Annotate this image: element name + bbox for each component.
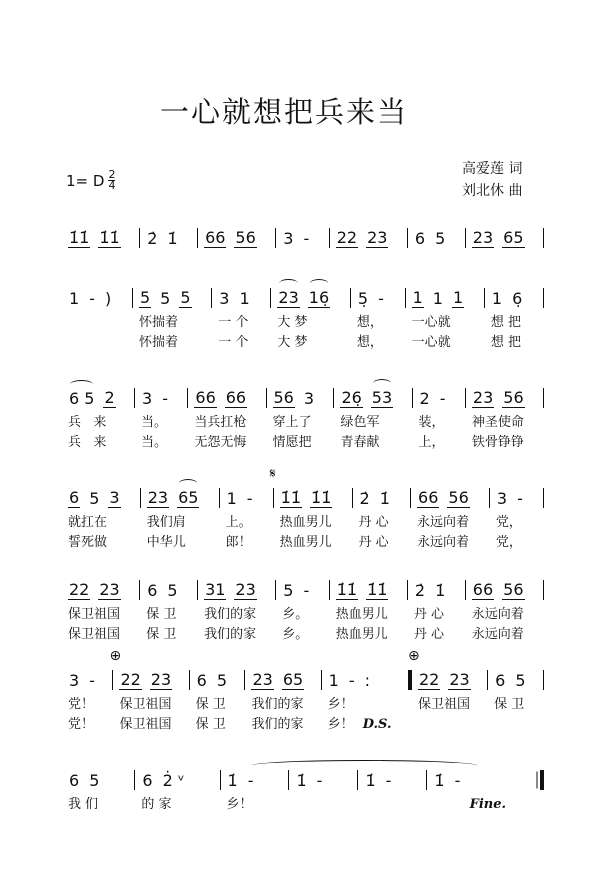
note-group-line	[282, 578, 310, 600]
song-title: 一心就想把兵来当	[160, 95, 409, 129]
lyric-verse-1: 我们肩	[146, 515, 186, 530]
lyric-verse-1: 兵 来	[68, 415, 107, 430]
note: 1̇1̇	[69, 228, 90, 247]
note-group-line	[226, 486, 254, 508]
measure	[408, 226, 465, 248]
measure	[62, 386, 134, 453]
measure	[330, 226, 407, 248]
lyric-verse-1: 穿上了	[272, 415, 312, 430]
lyric-verse-2: 丹 心	[358, 535, 389, 550]
lyric-verse-2: 永远向着	[471, 627, 524, 642]
note: 23	[235, 580, 256, 599]
note-group-line	[336, 578, 389, 600]
measure	[188, 386, 265, 453]
lyric-verse-1: 党，	[495, 515, 522, 530]
note: 65	[178, 488, 199, 507]
note-group-line	[146, 226, 178, 248]
note: 23	[367, 228, 388, 247]
lyric-verse-1: 保卫祖国	[417, 697, 470, 712]
lyric-verse-2: 党！	[68, 717, 95, 732]
lyric-verse-1: 保卫祖国	[119, 697, 172, 712]
lyric-verse-1: 热血男儿	[335, 607, 388, 622]
measure	[109, 648, 188, 735]
measure	[271, 286, 349, 353]
lyric-verse-1: 保 卫	[195, 697, 226, 712]
note: 5	[515, 671, 526, 690]
score-row	[62, 578, 544, 645]
measure	[135, 768, 219, 815]
note: -	[246, 489, 253, 508]
lyric-verse-2: 想 把	[490, 335, 522, 350]
note: -	[316, 771, 323, 790]
note: 65	[282, 670, 304, 689]
lyric-verse-1: 大 梦	[277, 315, 308, 330]
note: 66	[418, 488, 439, 507]
note-group-line	[68, 386, 116, 408]
note: 5	[89, 489, 100, 508]
lyric-verse-2: 当。	[141, 435, 168, 450]
note: 26̣	[341, 388, 362, 407]
note: 65	[503, 228, 524, 247]
note-group-line	[364, 768, 392, 790]
measure	[466, 226, 543, 248]
lyric-verse-1: 乡！	[226, 797, 253, 812]
lyric-verse-2: 保 卫	[146, 627, 177, 642]
note-group-line	[494, 668, 526, 690]
note: 3	[69, 671, 80, 690]
note-group-line	[472, 578, 525, 600]
barline	[543, 288, 544, 308]
time-signature	[108, 170, 115, 191]
note: 3	[109, 488, 120, 507]
lyric-verse-1	[433, 795, 506, 815]
note: 56	[448, 488, 469, 507]
lyric-verse-2: 兵 来	[68, 435, 107, 450]
measure	[220, 486, 273, 553]
lyric-verse-2: 乡。	[282, 627, 309, 642]
note: -	[517, 489, 523, 508]
measure	[269, 466, 352, 553]
note-group-line	[119, 668, 172, 690]
coda-mark: ⊕	[109, 648, 122, 664]
lyric-verse-1: 绿色军	[340, 415, 380, 430]
note-group-line	[414, 226, 446, 248]
measure	[334, 386, 411, 453]
key-label: 1= D	[66, 171, 105, 190]
note-group-line	[139, 286, 192, 308]
note: 5	[435, 229, 446, 248]
note: 23	[147, 488, 169, 507]
note-group-line	[147, 486, 200, 508]
note-group-line	[282, 226, 310, 248]
measure	[466, 578, 543, 645]
barline	[540, 770, 544, 790]
note: 5	[89, 771, 100, 790]
lyric-verse-2: 保卫祖国	[68, 627, 121, 642]
note: 3	[283, 229, 294, 248]
lyric-verse-1: 丹 心	[358, 515, 389, 530]
measure	[133, 286, 211, 353]
note: -	[247, 771, 254, 790]
note-group-line	[277, 286, 330, 308]
lyric-verse-1: 保 卫	[146, 607, 177, 622]
note: 6 5	[69, 389, 95, 408]
note: 2̇	[414, 581, 426, 600]
note: 22	[336, 228, 358, 247]
note-group-line	[328, 668, 371, 690]
note-group-line	[340, 386, 393, 408]
note: 6	[69, 488, 80, 507]
measure	[407, 648, 487, 735]
note: 56	[235, 228, 256, 247]
ds-mark: D.S.	[353, 717, 392, 732]
note-group-line	[418, 668, 471, 690]
note: 23	[252, 670, 273, 689]
score-row	[62, 226, 544, 248]
lyric-verse-1: 党！	[68, 697, 95, 712]
note: 53	[371, 388, 393, 407]
lyric-verse-2: 铁骨铮铮	[471, 435, 524, 450]
note: 6	[414, 229, 426, 248]
segno-mark: 𝄋	[269, 466, 276, 482]
note: :	[364, 671, 371, 690]
note: 31	[205, 580, 226, 599]
note: 3	[219, 289, 230, 308]
note: 1̇	[434, 771, 445, 790]
note: -	[385, 771, 392, 790]
measure	[485, 286, 543, 353]
score-row	[62, 648, 544, 735]
lyric-verse-2: 乡！ D.S.	[327, 717, 392, 732]
measure	[245, 668, 320, 735]
lyric-verse-2: 一心就	[411, 335, 451, 350]
note: 1	[239, 289, 250, 308]
note-group-line	[417, 486, 470, 508]
note: 23	[99, 580, 120, 599]
note: 6	[495, 671, 506, 690]
note: 1̇1̇	[99, 228, 120, 247]
measure	[411, 486, 489, 553]
measure	[198, 226, 275, 248]
note: 1̇	[167, 229, 178, 248]
measure	[466, 386, 543, 453]
note: 6	[142, 771, 153, 790]
note: -	[378, 289, 384, 308]
note: )	[104, 289, 112, 308]
lyric-verse-1: 丹 心	[413, 607, 445, 622]
measure	[413, 386, 465, 453]
lyric-verse-1: 就扛在	[68, 515, 108, 530]
measure	[427, 768, 540, 815]
note: 3	[303, 389, 315, 408]
note-group-line	[419, 386, 447, 408]
note: 1	[69, 289, 80, 308]
lyric-verse-1: 永远向着	[417, 515, 470, 530]
lyric-verse-1: 热血男儿	[279, 515, 332, 530]
coda-mark: ⊕	[407, 648, 420, 664]
note: -	[454, 771, 461, 790]
note: -	[89, 671, 95, 690]
note-group-line	[218, 286, 250, 308]
measure	[62, 286, 132, 353]
note: 6	[147, 581, 158, 600]
note: 5	[283, 581, 294, 600]
note: 2̇	[359, 489, 370, 508]
note: 1	[226, 489, 237, 508]
lyric-verse-2: 热血男儿	[335, 627, 388, 642]
note: 1	[328, 671, 339, 690]
measure	[62, 768, 134, 815]
time-denominator: 4	[108, 179, 116, 192]
lyric-verse-2: 保卫祖国	[119, 717, 172, 732]
lyric-verse-2: 永远向着	[417, 535, 470, 550]
lyric-verse-2: 誓死做	[68, 535, 108, 550]
note: -	[303, 581, 310, 600]
measure	[135, 386, 187, 453]
lyric-verse-2: 我们的家	[251, 717, 304, 732]
note: -	[439, 389, 446, 408]
lyric-verse-2: 热血男儿	[279, 535, 332, 550]
note: -	[303, 229, 310, 248]
note-group-line	[491, 286, 523, 308]
measure	[490, 486, 543, 553]
note-group-line	[280, 486, 333, 508]
lyric-verse-1: 乡。	[282, 607, 309, 622]
note-group-line	[196, 668, 228, 690]
barline	[543, 580, 544, 600]
note: 1̇1̇	[280, 488, 302, 507]
lyric-verse-1: 的 家	[141, 797, 172, 812]
lyric-verse-2: 情愿把	[272, 435, 312, 450]
lyric-verse-1: 我们的家	[204, 607, 257, 622]
measure	[212, 286, 270, 353]
note: 3	[496, 489, 508, 508]
note: 23	[449, 670, 470, 689]
note: 56	[273, 388, 294, 407]
lyric-verse-1: 我 们	[68, 797, 99, 812]
measure	[276, 226, 328, 248]
lyric-verse-1: 装，	[418, 415, 445, 430]
measure	[289, 768, 357, 815]
time-numerator: 2	[108, 168, 116, 181]
note: 66	[195, 388, 216, 407]
lyric-verse-2: 郎！	[225, 535, 252, 550]
note: 3	[142, 389, 153, 408]
note-group-line	[146, 578, 178, 600]
note-group-line	[433, 768, 461, 790]
note: 1̇	[227, 771, 238, 790]
note-group-line	[472, 226, 525, 248]
note: 16̣	[308, 288, 330, 307]
measure	[358, 768, 426, 815]
note: 1̇	[296, 771, 307, 790]
lyric-verse-2: 青春献	[340, 435, 380, 450]
note: 66	[225, 388, 247, 407]
measure	[276, 578, 328, 645]
lyric-verse-2: 我们的家	[204, 627, 257, 642]
note-group-line	[295, 768, 323, 790]
note: -	[162, 389, 168, 408]
note: 66	[472, 580, 494, 599]
measure	[140, 226, 197, 248]
note: 22	[69, 580, 90, 599]
barline	[543, 488, 544, 508]
note: 5	[167, 581, 178, 600]
lyric-verse-2: 怀揣着	[138, 335, 178, 350]
score-row	[62, 768, 544, 815]
barline	[543, 388, 544, 408]
note-group-line	[68, 486, 121, 508]
note: 23	[472, 228, 494, 247]
measure	[330, 578, 407, 645]
lyric-verse-1: 乡！	[327, 697, 354, 712]
note: 5̣	[357, 289, 369, 308]
note: 6̣	[512, 289, 523, 308]
score-row	[62, 386, 544, 453]
measure	[62, 226, 139, 248]
note-group-line	[68, 668, 96, 690]
note-group-line	[357, 286, 385, 308]
note: 1	[452, 288, 464, 307]
note: 23	[472, 388, 494, 407]
lyric-verse-1: 怀揣着	[138, 315, 178, 330]
note: 23	[278, 288, 299, 307]
lyric-verse-1: 保 卫	[494, 697, 525, 712]
measure	[141, 486, 219, 553]
measure	[62, 486, 140, 553]
measure	[351, 286, 405, 353]
note: 1̇	[435, 581, 446, 600]
note-group-line	[68, 226, 121, 248]
note: 1̇1̇	[367, 580, 388, 599]
note-group-line	[204, 226, 257, 248]
note-group-line	[68, 578, 121, 600]
lyric-verse-1: 想 把	[490, 315, 522, 330]
note-group-line	[141, 768, 185, 790]
lyric-verse-1: 当。	[141, 415, 168, 430]
note: 1̇1̇	[311, 488, 332, 507]
note: 56	[503, 388, 524, 407]
note: 22	[120, 670, 141, 689]
measure	[408, 578, 465, 645]
barline	[543, 670, 544, 690]
note-group-line	[472, 386, 525, 408]
tie-slur	[252, 760, 477, 771]
note: 5	[216, 671, 227, 690]
note-group-line	[68, 768, 100, 790]
lyric-verse-1: 上。	[225, 515, 252, 530]
note-group-line	[273, 386, 316, 408]
measure	[406, 286, 484, 353]
note: 1	[491, 289, 503, 308]
note: 5	[180, 288, 191, 307]
note-group-line	[194, 386, 247, 408]
note: -	[348, 671, 355, 690]
measure	[221, 768, 289, 815]
note-group-line	[204, 578, 257, 600]
note: 2̇	[147, 229, 158, 248]
measure	[488, 668, 543, 735]
note: 66	[205, 228, 226, 247]
note: 1̇	[365, 771, 376, 790]
note: 2	[419, 389, 430, 408]
lyric-verse-1: 神圣使命	[471, 415, 524, 430]
score-row	[62, 466, 544, 553]
note: 2	[104, 388, 115, 407]
measure	[140, 578, 197, 645]
measure	[62, 668, 112, 735]
note: 6	[69, 771, 80, 790]
lyric-verse-2: 党，	[495, 535, 522, 550]
lyric-verse-1: 想，	[356, 315, 383, 330]
note: 1	[412, 288, 423, 307]
note: 1̇	[379, 489, 390, 508]
score-row	[62, 286, 544, 353]
note-group-line	[227, 768, 255, 790]
lyric-verse-2: 中华儿	[146, 535, 186, 550]
note-group-line	[414, 578, 446, 600]
lyric-verse-2: 无怨无悔	[194, 435, 247, 450]
measure	[267, 386, 334, 453]
lyricist-credit: 高爱莲 词	[462, 161, 523, 177]
note: 22	[418, 670, 440, 689]
measure	[322, 668, 408, 735]
note: 5	[160, 289, 171, 308]
lyric-verse-1: 保卫祖国	[68, 607, 121, 622]
note-group-line	[359, 486, 391, 508]
note-group-line	[496, 486, 524, 508]
measure	[353, 486, 411, 553]
lyric-verse-2: 保 卫	[195, 717, 226, 732]
note-group-line	[412, 286, 465, 308]
note-group-line	[336, 226, 389, 248]
lyric-verse-1: 一 个	[218, 315, 249, 330]
note: 2̇ ᵛ	[162, 771, 185, 790]
note-group-line	[141, 386, 169, 408]
lyric-verse-2: 丹 心	[413, 627, 445, 642]
fine-mark: Fine.	[433, 797, 507, 812]
composer-credit: 刘北休 曲	[462, 183, 523, 199]
lyric-verse-2: 想，	[356, 335, 383, 350]
lyric-verse-2: 大 梦	[277, 335, 308, 350]
lyric-verse-1: 当兵扛枪	[194, 415, 247, 430]
lyric-verse-1: 一心就	[411, 315, 451, 330]
measure	[62, 578, 139, 645]
note: 1	[432, 289, 443, 308]
lyric-verse-1: 永远向着	[471, 607, 524, 622]
note: 56	[503, 580, 524, 599]
note: 1̇1̇	[336, 580, 358, 599]
barline	[543, 228, 544, 248]
note: 23	[150, 670, 172, 689]
note: -	[89, 289, 95, 308]
note: 6	[196, 671, 207, 690]
measure	[190, 668, 245, 735]
note-group-line	[251, 668, 304, 690]
key-signature	[66, 170, 115, 191]
lyric-verse-2: 上，	[418, 435, 445, 450]
lyric-verse-2: 一 个	[218, 335, 249, 350]
measure	[198, 578, 275, 645]
note: 5	[139, 288, 151, 307]
note-group-line	[68, 286, 112, 308]
lyric-verse-1: 我们的家	[251, 697, 304, 712]
